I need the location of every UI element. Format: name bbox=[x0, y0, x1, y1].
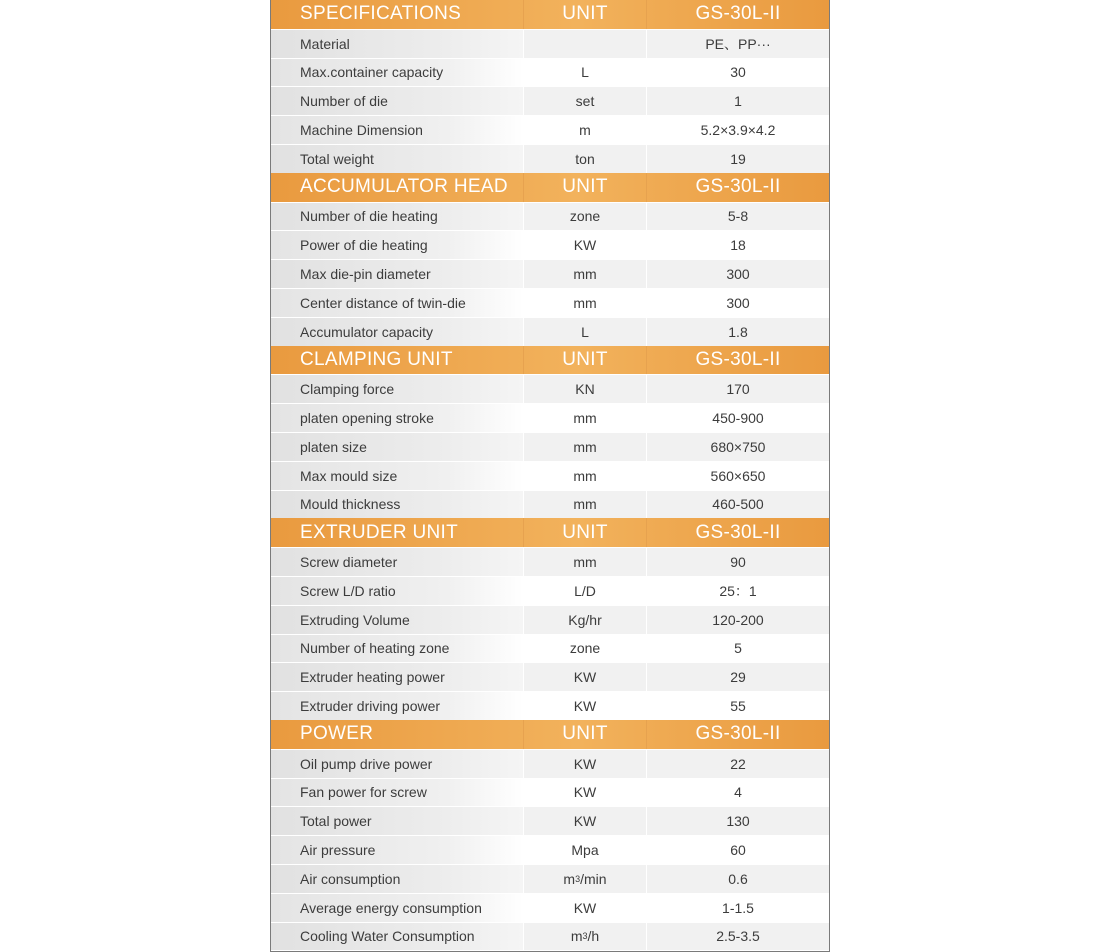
table-row bbox=[271, 374, 829, 403]
parameter-value: 19 bbox=[646, 145, 829, 173]
table-row bbox=[271, 115, 829, 144]
parameter-value: 300 bbox=[646, 260, 829, 288]
parameter-name: Screw diameter bbox=[271, 548, 523, 576]
parameter-unit: KW bbox=[523, 894, 646, 922]
table-row bbox=[271, 922, 829, 951]
parameter-name: Total weight bbox=[271, 145, 523, 173]
parameter-value: 18 bbox=[646, 231, 829, 259]
model-header: GS-30L-II bbox=[646, 720, 829, 749]
table-row bbox=[271, 461, 829, 490]
parameter-unit bbox=[523, 30, 646, 58]
parameter-name: Max die-pin diameter bbox=[271, 260, 523, 288]
table-row bbox=[271, 806, 829, 835]
parameter-name: Cooling Water Consumption bbox=[271, 923, 523, 951]
section-title: POWER bbox=[300, 723, 374, 745]
parameter-value: 450-900 bbox=[646, 404, 829, 432]
table-row bbox=[271, 864, 829, 893]
parameter-name: Machine Dimension bbox=[271, 116, 523, 144]
parameter-name: Screw L/D ratio bbox=[271, 577, 523, 605]
model-header: GS-30L-II bbox=[646, 346, 829, 375]
parameter-unit: Kg/hr bbox=[523, 606, 646, 634]
parameter-value: 25：1 bbox=[646, 577, 829, 605]
parameter-unit: zone bbox=[523, 635, 646, 663]
parameter-name: Center distance of twin-die bbox=[271, 289, 523, 317]
parameter-name: Fan power for screw bbox=[271, 779, 523, 807]
parameter-value: PE、PP··· bbox=[646, 30, 829, 58]
section-header bbox=[271, 0, 829, 29]
table-row bbox=[271, 259, 829, 288]
parameter-name: Number of die heating bbox=[271, 203, 523, 231]
unit-tail: /min bbox=[580, 870, 607, 887]
section-title: CLAMPING UNIT bbox=[300, 348, 453, 370]
parameter-unit: KN bbox=[523, 375, 646, 403]
section-header bbox=[271, 346, 829, 375]
parameter-value: 5.2×3.9×4.2 bbox=[646, 116, 829, 144]
parameter-unit: mm bbox=[523, 491, 646, 519]
parameter-value: 4 bbox=[646, 779, 829, 807]
unit-header: UNIT bbox=[523, 720, 646, 749]
unit-header: UNIT bbox=[523, 518, 646, 547]
parameter-unit: KW bbox=[523, 692, 646, 720]
parameter-value: 680×750 bbox=[646, 433, 829, 461]
parameter-value: 5 bbox=[646, 635, 829, 663]
parameter-unit: m 3 /min bbox=[523, 865, 646, 893]
parameter-unit: ton bbox=[523, 145, 646, 173]
parameter-name: Air pressure bbox=[271, 836, 523, 864]
parameter-name: platen opening stroke bbox=[271, 404, 523, 432]
parameter-unit: L/D bbox=[523, 577, 646, 605]
parameter-unit: Mpa bbox=[523, 836, 646, 864]
parameter-unit: mm bbox=[523, 404, 646, 432]
parameter-name: Total power bbox=[271, 807, 523, 835]
parameter-unit: KW bbox=[523, 807, 646, 835]
parameter-unit: mm bbox=[523, 548, 646, 576]
parameter-unit: L bbox=[523, 318, 646, 346]
parameter-name: Mould thickness bbox=[271, 491, 523, 519]
parameter-unit: KW bbox=[523, 779, 646, 807]
table-row bbox=[271, 230, 829, 259]
section-title: ACCUMULATOR HEAD bbox=[300, 176, 508, 198]
table-row bbox=[271, 144, 829, 173]
section-header bbox=[271, 518, 829, 547]
parameter-unit: zone bbox=[523, 203, 646, 231]
parameter-value: 300 bbox=[646, 289, 829, 317]
table-row bbox=[271, 893, 829, 922]
parameter-unit: KW bbox=[523, 663, 646, 691]
parameter-name: Extruding Volume bbox=[271, 606, 523, 634]
parameter-name: Material bbox=[271, 30, 523, 58]
parameter-name: platen size bbox=[271, 433, 523, 461]
parameter-unit: KW bbox=[523, 231, 646, 259]
model-header: GS-30L-II bbox=[646, 173, 829, 202]
table-row bbox=[271, 490, 829, 519]
parameter-value: 22 bbox=[646, 750, 829, 778]
model-header: GS-30L-II bbox=[646, 0, 829, 29]
parameter-name: Clamping force bbox=[271, 375, 523, 403]
parameter-unit: L bbox=[523, 59, 646, 87]
table-row bbox=[271, 835, 829, 864]
table-row bbox=[271, 605, 829, 634]
parameter-name: Average energy consumption bbox=[271, 894, 523, 922]
table-row bbox=[271, 432, 829, 461]
parameter-value: 170 bbox=[646, 375, 829, 403]
parameter-value: 29 bbox=[646, 663, 829, 691]
table-row bbox=[271, 202, 829, 231]
table-row bbox=[271, 86, 829, 115]
parameter-value: 55 bbox=[646, 692, 829, 720]
table-row bbox=[271, 576, 829, 605]
parameter-name: Max.container capacity bbox=[271, 59, 523, 87]
table-row bbox=[271, 547, 829, 576]
parameter-unit: m 3 /h bbox=[523, 923, 646, 951]
parameter-value: 90 bbox=[646, 548, 829, 576]
section-title: EXTRUDER UNIT bbox=[300, 521, 459, 543]
table-row bbox=[271, 691, 829, 720]
parameter-value: 460-500 bbox=[646, 491, 829, 519]
parameter-value: 130 bbox=[646, 807, 829, 835]
parameter-name: Oil pump drive power bbox=[271, 750, 523, 778]
section-title: SPECIFICATIONS bbox=[300, 3, 462, 25]
parameter-value: 30 bbox=[646, 59, 829, 87]
table-row bbox=[271, 317, 829, 346]
table-row bbox=[271, 403, 829, 432]
model-header: GS-30L-II bbox=[646, 518, 829, 547]
parameter-value: 1 bbox=[646, 87, 829, 115]
parameter-name: Max mould size bbox=[271, 462, 523, 490]
parameter-unit: mm bbox=[523, 462, 646, 490]
parameter-value: 60 bbox=[646, 836, 829, 864]
table-row bbox=[271, 662, 829, 691]
parameter-unit: mm bbox=[523, 260, 646, 288]
parameter-name: Air consumption bbox=[271, 865, 523, 893]
unit-tail: /h bbox=[587, 928, 600, 945]
unit-header: UNIT bbox=[523, 173, 646, 202]
section-header bbox=[271, 720, 829, 749]
parameter-value: 560×650 bbox=[646, 462, 829, 490]
unit-base: m bbox=[570, 928, 583, 945]
table-row bbox=[271, 58, 829, 87]
parameter-unit: mm bbox=[523, 433, 646, 461]
parameter-name: Extruder driving power bbox=[271, 692, 523, 720]
parameter-unit: m bbox=[523, 116, 646, 144]
table-row bbox=[271, 288, 829, 317]
parameter-name: Extruder heating power bbox=[271, 663, 523, 691]
parameter-value: 0.6 bbox=[646, 865, 829, 893]
table-row bbox=[271, 749, 829, 778]
section-header bbox=[271, 173, 829, 202]
table-row bbox=[271, 778, 829, 807]
parameter-name: Number of heating zone bbox=[271, 635, 523, 663]
parameter-value: 1-1.5 bbox=[646, 894, 829, 922]
parameter-unit: mm bbox=[523, 289, 646, 317]
unit-base: m bbox=[563, 870, 576, 887]
parameter-value: 2.5-3.5 bbox=[646, 923, 829, 951]
parameter-value: 120-200 bbox=[646, 606, 829, 634]
spec-table bbox=[270, 0, 830, 952]
unit-header: UNIT bbox=[523, 346, 646, 375]
parameter-value: 5-8 bbox=[646, 203, 829, 231]
parameter-unit: KW bbox=[523, 750, 646, 778]
parameter-unit: set bbox=[523, 87, 646, 115]
table-row bbox=[271, 634, 829, 663]
table-row bbox=[271, 29, 829, 58]
unit-header: UNIT bbox=[523, 0, 646, 29]
parameter-name: Number of die bbox=[271, 87, 523, 115]
parameter-value: 1.8 bbox=[646, 318, 829, 346]
parameter-name: Power of die heating bbox=[271, 231, 523, 259]
parameter-name: Accumulator capacity bbox=[271, 318, 523, 346]
